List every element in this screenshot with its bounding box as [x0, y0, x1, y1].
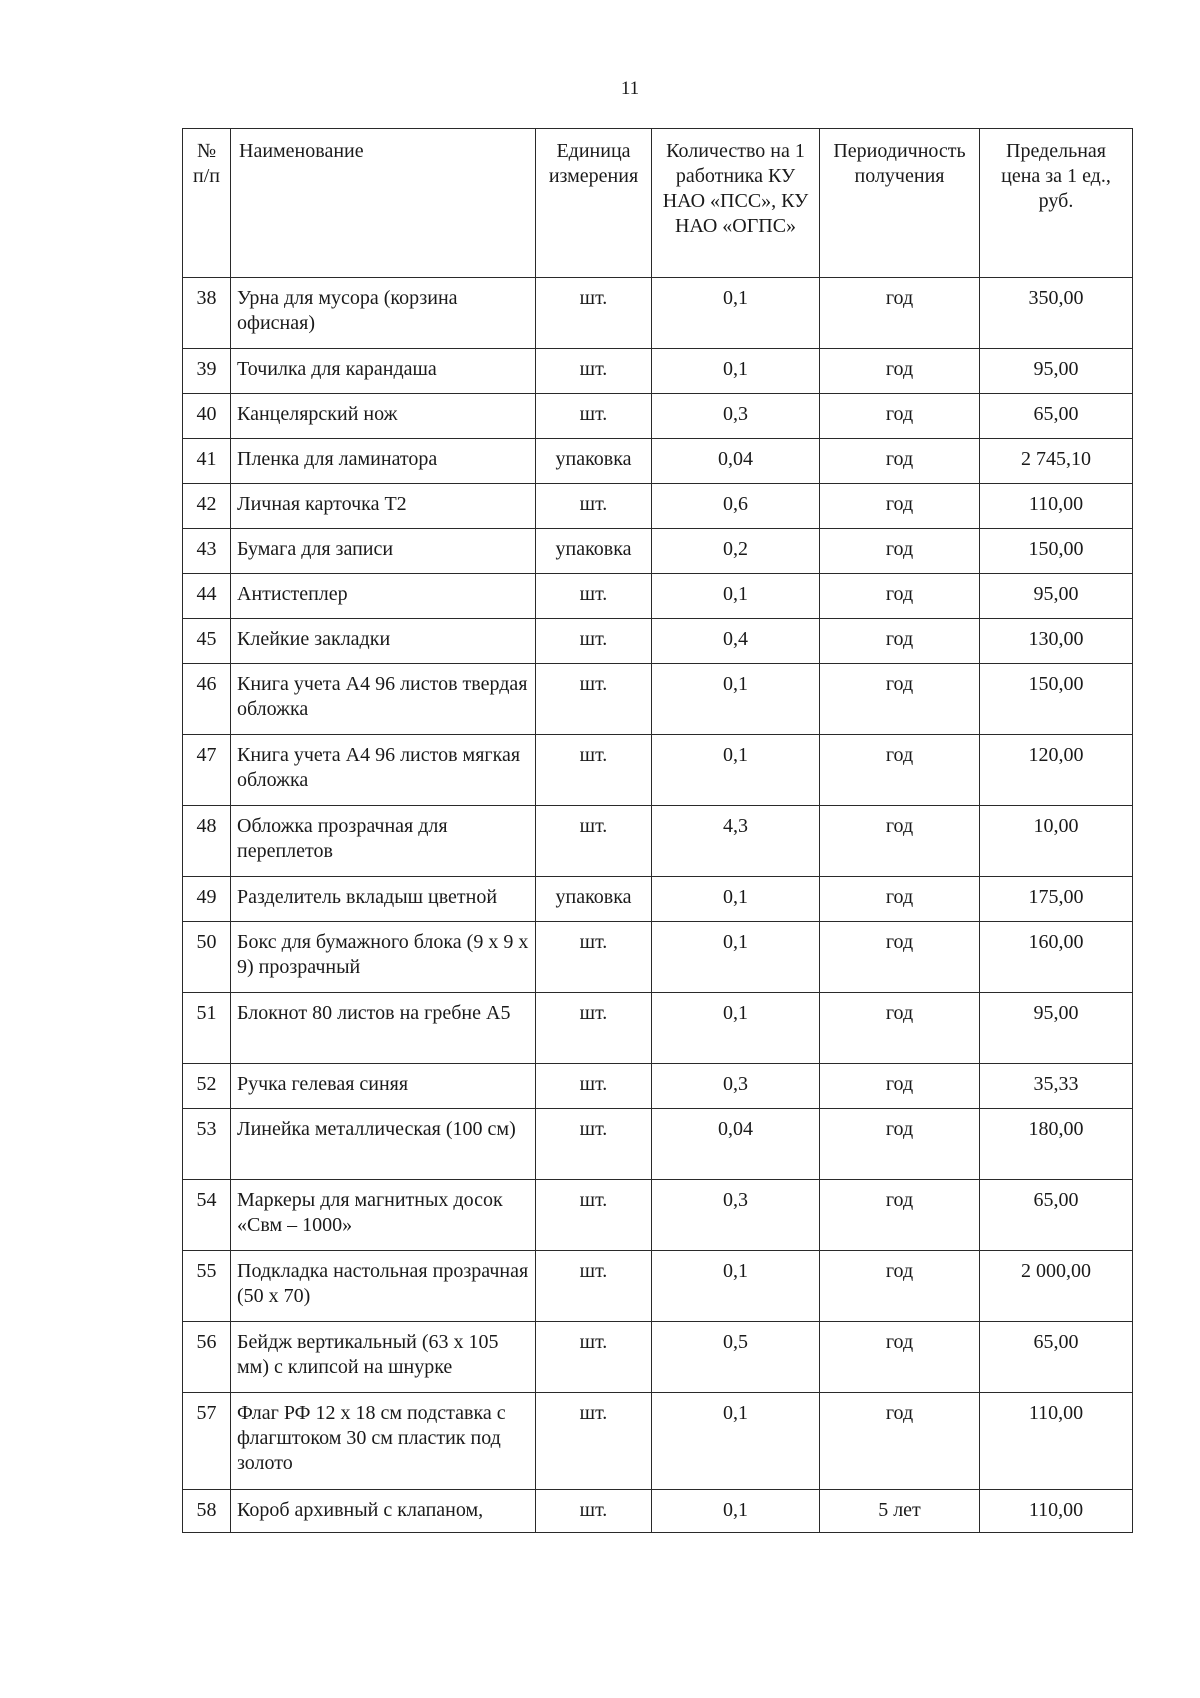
row-qty: 0,04 — [652, 439, 820, 484]
row-unit: шт. — [536, 1322, 652, 1393]
row-unit: шт. — [536, 1180, 652, 1251]
header-qty: Количество на 1 работника КУ НАО «ПСС», КУ НАО «ОГПС» — [652, 129, 820, 278]
row-period: год — [820, 1109, 980, 1180]
row-num: 53 — [183, 1109, 231, 1180]
row-price: 160,00 — [980, 922, 1133, 993]
row-name: Маркеры для магнитных досок «Свм – 1000» — [231, 1180, 536, 1251]
row-period: год — [820, 735, 980, 806]
row-qty: 0,1 — [652, 664, 820, 735]
row-period: год — [820, 529, 980, 574]
row-name: Клейкие закладки — [231, 619, 536, 664]
row-period: год — [820, 664, 980, 735]
table-row — [183, 619, 1133, 664]
row-price: 120,00 — [980, 735, 1133, 806]
row-unit: упаковка — [536, 529, 652, 574]
table-row — [183, 735, 1133, 806]
row-unit: шт. — [536, 1490, 652, 1533]
header-period: Периодичность получения — [820, 129, 980, 278]
row-name: Книга учета А4 96 листов твердая обложка — [231, 664, 536, 735]
row-num: 56 — [183, 1322, 231, 1393]
row-name: Канцелярский нож — [231, 394, 536, 439]
row-qty: 0,1 — [652, 877, 820, 922]
table-row — [183, 1322, 1133, 1393]
row-unit: шт. — [536, 1109, 652, 1180]
row-name: Бейдж вертикальный (63 х 105 мм) с клипсой на шнурке — [231, 1322, 536, 1393]
row-name: Пленка для ламинатора — [231, 439, 536, 484]
row-num: 41 — [183, 439, 231, 484]
row-name: Ручка гелевая синяя — [231, 1064, 536, 1109]
row-name: Точилка для карандаша — [231, 349, 536, 394]
row-period: год — [820, 394, 980, 439]
row-qty: 4,3 — [652, 806, 820, 877]
row-price: 65,00 — [980, 1180, 1133, 1251]
table-header — [183, 129, 1133, 278]
row-qty: 0,4 — [652, 619, 820, 664]
row-qty: 0,5 — [652, 1322, 820, 1393]
row-qty: 0,1 — [652, 349, 820, 394]
row-price: 35,33 — [980, 1064, 1133, 1109]
row-unit: шт. — [536, 1251, 652, 1322]
row-unit: упаковка — [536, 877, 652, 922]
row-price: 175,00 — [980, 877, 1133, 922]
row-qty: 0,04 — [652, 1109, 820, 1180]
table-row — [183, 439, 1133, 484]
row-qty: 0,1 — [652, 574, 820, 619]
table-row — [183, 806, 1133, 877]
row-period: год — [820, 1180, 980, 1251]
table-row — [183, 574, 1133, 619]
row-price: 2 745,10 — [980, 439, 1133, 484]
row-price: 95,00 — [980, 349, 1133, 394]
row-price: 350,00 — [980, 278, 1133, 349]
row-name: Линейка металлическая (100 см) — [231, 1109, 536, 1180]
supplies-table — [182, 128, 1133, 1533]
row-num: 54 — [183, 1180, 231, 1251]
row-qty: 0,3 — [652, 394, 820, 439]
row-price: 95,00 — [980, 993, 1133, 1064]
row-price: 150,00 — [980, 664, 1133, 735]
row-price: 150,00 — [980, 529, 1133, 574]
page-number: 11 — [620, 78, 640, 99]
row-price: 180,00 — [980, 1109, 1133, 1180]
row-price: 65,00 — [980, 394, 1133, 439]
row-period: год — [820, 1064, 980, 1109]
header-row — [183, 129, 1133, 278]
row-qty: 0,1 — [652, 1251, 820, 1322]
row-num: 46 — [183, 664, 231, 735]
row-num: 52 — [183, 1064, 231, 1109]
row-unit: шт. — [536, 664, 652, 735]
row-name: Бокс для бумажного блока (9 х 9 х 9) прозрачный — [231, 922, 536, 993]
row-period: год — [820, 1322, 980, 1393]
row-unit: шт. — [536, 349, 652, 394]
row-period: год — [820, 278, 980, 349]
row-unit: шт. — [536, 574, 652, 619]
row-qty: 0,1 — [652, 993, 820, 1064]
row-unit: шт. — [536, 1064, 652, 1109]
row-num: 44 — [183, 574, 231, 619]
row-num: 47 — [183, 735, 231, 806]
row-num: 45 — [183, 619, 231, 664]
row-num: 40 — [183, 394, 231, 439]
row-qty: 0,1 — [652, 278, 820, 349]
table-row — [183, 278, 1133, 349]
row-num: 42 — [183, 484, 231, 529]
row-price: 130,00 — [980, 619, 1133, 664]
table-row — [183, 1180, 1133, 1251]
table-row — [183, 877, 1133, 922]
header-name: Наименование — [231, 129, 536, 278]
row-unit: шт. — [536, 278, 652, 349]
row-name: Бумага для записи — [231, 529, 536, 574]
row-price: 95,00 — [980, 574, 1133, 619]
row-period: год — [820, 806, 980, 877]
table-row — [183, 394, 1133, 439]
row-num: 38 — [183, 278, 231, 349]
table-row — [183, 993, 1133, 1064]
row-unit: шт. — [536, 806, 652, 877]
row-num: 50 — [183, 922, 231, 993]
row-num: 58 — [183, 1490, 231, 1533]
row-name: Флаг РФ 12 х 18 см подставка с флагштоком 30 см пластик под золото — [231, 1393, 536, 1490]
row-period: год — [820, 877, 980, 922]
row-unit: шт. — [536, 735, 652, 806]
row-unit: шт. — [536, 1393, 652, 1490]
row-unit: шт. — [536, 922, 652, 993]
row-period: 5 лет — [820, 1490, 980, 1533]
row-qty: 0,1 — [652, 922, 820, 993]
table-row — [183, 1109, 1133, 1180]
row-period: год — [820, 619, 980, 664]
header-price: Предельная цена за 1 ед., руб. — [980, 129, 1133, 278]
row-name: Книга учета А4 96 листов мягкая обложка — [231, 735, 536, 806]
row-unit: шт. — [536, 394, 652, 439]
row-num: 55 — [183, 1251, 231, 1322]
row-qty: 0,2 — [652, 529, 820, 574]
row-period: год — [820, 439, 980, 484]
row-num: 49 — [183, 877, 231, 922]
row-unit: шт. — [536, 619, 652, 664]
row-price: 110,00 — [980, 1393, 1133, 1490]
header-num: № п/п — [183, 129, 231, 278]
row-name: Обложка прозрачная для переплетов — [231, 806, 536, 877]
row-name: Антистеплер — [231, 574, 536, 619]
row-price: 10,00 — [980, 806, 1133, 877]
table-row — [183, 484, 1133, 529]
table-row — [183, 529, 1133, 574]
row-num: 48 — [183, 806, 231, 877]
row-name: Урна для мусора (корзина офисная) — [231, 278, 536, 349]
row-name: Короб архивный с клапаном, — [231, 1490, 536, 1533]
row-price: 110,00 — [980, 1490, 1133, 1533]
row-qty: 0,1 — [652, 1393, 820, 1490]
row-price: 2 000,00 — [980, 1251, 1133, 1322]
header-unit: Единица измерения — [536, 129, 652, 278]
row-qty: 0,1 — [652, 1490, 820, 1533]
row-unit: упаковка — [536, 439, 652, 484]
table-row — [183, 349, 1133, 394]
row-period: год — [820, 993, 980, 1064]
row-period: год — [820, 574, 980, 619]
row-unit: шт. — [536, 484, 652, 529]
row-qty: 0,3 — [652, 1180, 820, 1251]
row-num: 39 — [183, 349, 231, 394]
row-qty: 0,1 — [652, 735, 820, 806]
row-num: 51 — [183, 993, 231, 1064]
table-row — [183, 1064, 1133, 1109]
table-row — [183, 922, 1133, 993]
row-qty: 0,6 — [652, 484, 820, 529]
row-name: Разделитель вкладыш цветной — [231, 877, 536, 922]
row-name: Личная карточка Т2 — [231, 484, 536, 529]
row-name: Подкладка настольная прозрачная (50 х 70) — [231, 1251, 536, 1322]
row-period: год — [820, 1251, 980, 1322]
row-period: год — [820, 349, 980, 394]
table-row — [183, 1393, 1133, 1490]
row-period: год — [820, 484, 980, 529]
row-qty: 0,3 — [652, 1064, 820, 1109]
row-unit: шт. — [536, 993, 652, 1064]
table-row — [183, 1251, 1133, 1322]
row-name: Блокнот 80 листов на гребне А5 — [231, 993, 536, 1064]
table-body — [183, 278, 1133, 1533]
table-row — [183, 1490, 1133, 1533]
row-price: 65,00 — [980, 1322, 1133, 1393]
table-row — [183, 664, 1133, 735]
row-period: год — [820, 922, 980, 993]
row-price: 110,00 — [980, 484, 1133, 529]
row-period: год — [820, 1393, 980, 1490]
row-num: 57 — [183, 1393, 231, 1490]
row-num: 43 — [183, 529, 231, 574]
